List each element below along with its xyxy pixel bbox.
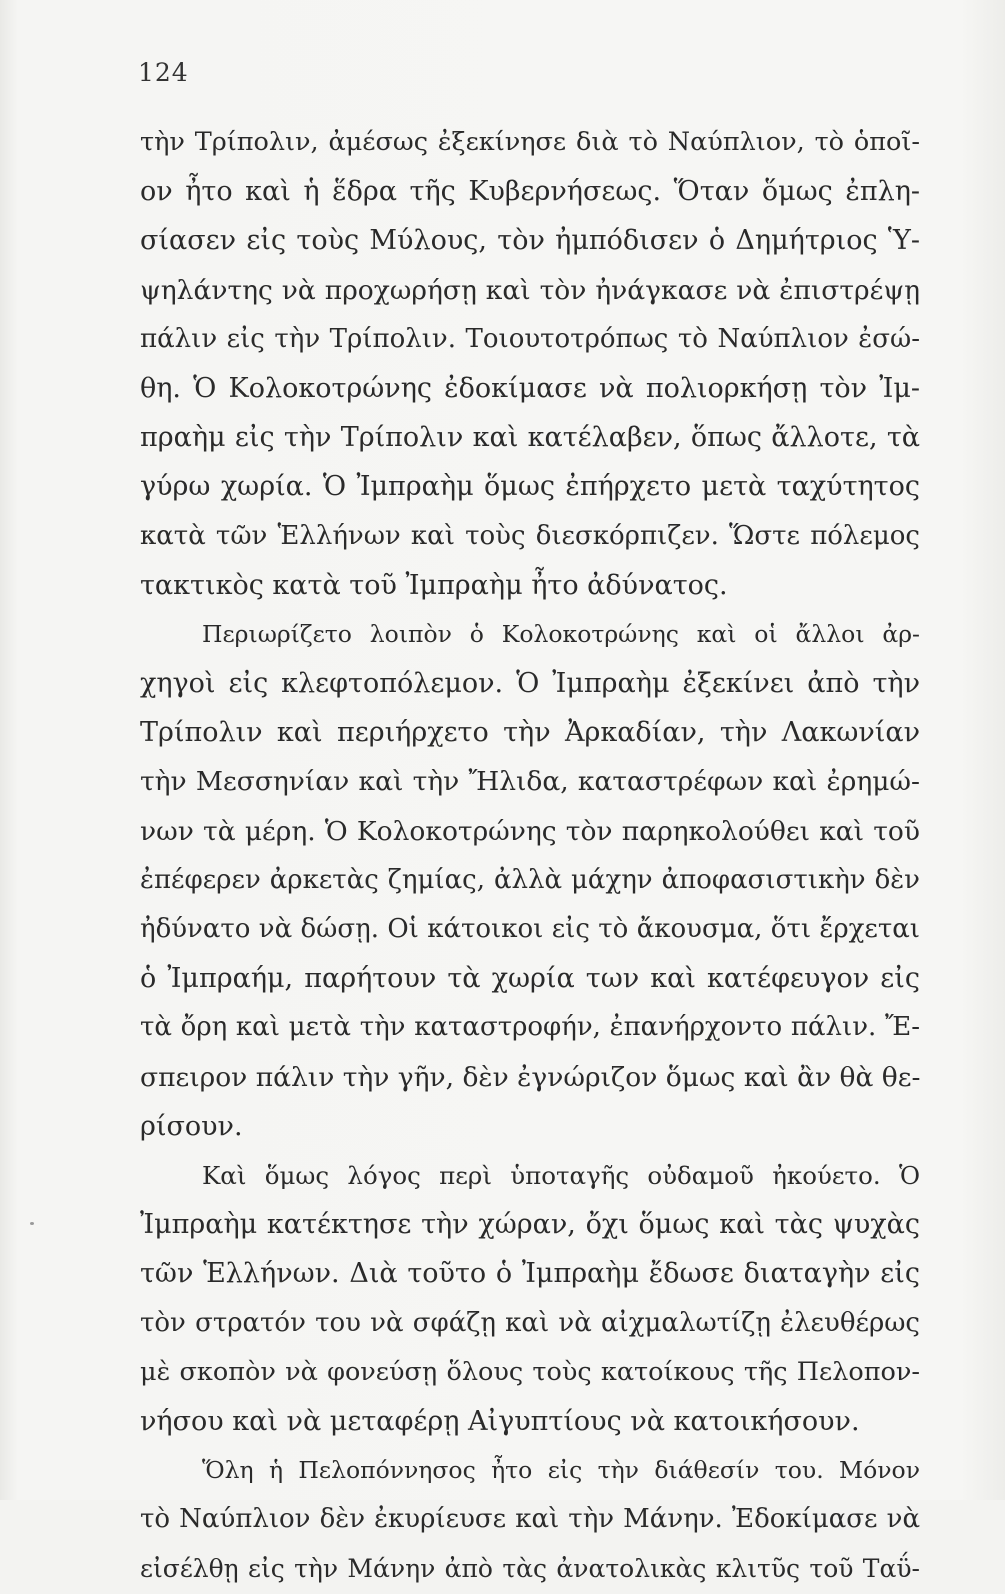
text-line: Ἰμπραὴμ κατέκτησε τὴν χώραν, ὄχι ὅμως καὶ τὰς ψυχὰς xyxy=(140,1209,920,1241)
text-line: ρίσουν. xyxy=(140,1110,243,1142)
text-line: κατὰ τῶν Ἑλλήνων καὶ τοὺς διεσκόρπιζεν. Ὥστε πόλεμος xyxy=(140,520,920,551)
text-line: τακτικὸς κατὰ τοῦ Ἰμπραὴμ ἦτο ἀδύνατος. xyxy=(140,569,728,601)
text-line: ὁ Ἰμπραήμ, παρήτουν τὰ χωρία των καὶ κατέφευγον εἰς xyxy=(140,963,920,995)
text-line: ἐπέφερεν ἀρκετὰς ζημίας, ἀλλὰ μάχην ἀποφασιστικὴν δὲν xyxy=(140,864,920,895)
text-line: τὴν Τρίπολιν, ἀμέσως ἐξεκίνησε διὰ τὸ Ναύπλιον, τὸ ὁποῖ- xyxy=(140,127,920,157)
text-line: νων τὰ μέρη. Ὁ Κολοκοτρώνης τὸν παρηκολούθει καὶ τοῦ xyxy=(140,815,920,847)
text-line: πραὴμ εἰς τὴν Τρίπολιν καὶ κατέλαβεν, ὅπως ἄλλοτε, τὰ xyxy=(140,422,920,454)
text-line: γύρω χωρία. Ὁ Ἰμπραὴμ ὅμως ἐπήρχετο μετὰ ταχύτητος xyxy=(140,471,920,503)
text-line: τὴν Μεσσηνίαν καὶ τὴν Ἤλιδα, καταστρέφων καὶ ἐρημώ- xyxy=(140,766,920,798)
body-text xyxy=(140,118,920,1594)
text-line: σίασεν εἰς τοὺς Μύλους, τὸν ἠμπόδισεν ὁ Δημήτριος Ὑ- xyxy=(140,225,920,257)
text-line: τὸ Ναύπλιον δὲν ἐκυρίευσε καὶ τὴν Μάνην. Ἐδοκίμασε νὰ xyxy=(140,1504,920,1535)
text-line: τὰ ὄρη καὶ μετὰ τὴν καταστροφήν, ἐπανήρχοντο πάλιν. Ἔ- xyxy=(140,1012,920,1043)
text-line: μὲ σκοπὸν νὰ φονεύσῃ ὅλους τοὺς κατοίκους τῆς Πελοπον- xyxy=(140,1356,920,1387)
text-line: ἠδύνατο νὰ δώσῃ. Οἱ κάτοικοι εἰς τὸ ἄκουσμα, ὅτι ἔρχεται xyxy=(140,914,920,944)
text-line: Ὅλη ἡ Πελοπόννησος ἦτο εἰς τὴν διάθεσίν του. Μόνον xyxy=(202,1456,920,1485)
text-line: σπειρον πάλιν τὴν γῆν, δὲν ἐγνώριζον ὅμως καὶ ἂν θὰ θε- xyxy=(140,1061,921,1093)
text-line: χηγοὶ εἰς κλεφτοπόλεμον. Ὁ Ἰμπραὴμ ἐξεκίνει ἀπὸ τὴν xyxy=(140,668,920,700)
text-line: θη. Ὁ Κολοκοτρώνης ἐδοκίμασε νὰ πολιορκήσῃ τὸν Ἰμ- xyxy=(140,372,920,404)
text-line: Τρίπολιν καὶ περιήρχετο τὴν Ἀρκαδίαν, τὴν Λακωνίαν xyxy=(140,717,920,749)
text-line: ον ἦτο καὶ ἡ ἕδρα τῆς Κυβερνήσεως. Ὅταν ὅμως ἐπλη- xyxy=(140,176,920,208)
text-line: Καὶ ὅμως λόγος περὶ ὑποταγῆς οὐδαμοῦ ἠκούετο. Ὁ xyxy=(202,1160,920,1190)
text-line: νήσου καὶ νὰ μεταφέρῃ Αἰγυπτίους νὰ κατοικήσουν. xyxy=(140,1405,860,1437)
text-line: πάλιν εἰς τὴν Τρίπολιν. Τοιουτοτρόπως τὸ Ναύπλιον ἐσώ- xyxy=(140,323,920,354)
scan-speck xyxy=(30,1222,34,1225)
text-line: ψηλάντης νὰ προχωρήσῃ καὶ τὸν ἠνάγκασε νὰ ἐπιστρέψῃ xyxy=(140,274,920,306)
text-line: Περιωρίζετο λοιπὸν ὁ Κολοκοτρώνης καὶ οἱ ἄλλοι ἀρ- xyxy=(202,619,920,648)
page-number: 124 xyxy=(138,58,189,87)
text-line: τῶν Ἑλλήνων. Διὰ τοῦτο ὁ Ἰμπραὴμ ἔδωσε διαταγὴν εἰς xyxy=(140,1258,920,1290)
text-line: εἰσέλθῃ εἰς τὴν Μάνην ἀπὸ τὰς ἀνατολικὰς κλιτῦς τοῦ Ταΰ- xyxy=(140,1554,920,1584)
text-line: τὸν στρατόν του νὰ σφάζῃ καὶ νὰ αἰχμαλωτίζῃ ἐλευθέρως xyxy=(140,1307,920,1338)
